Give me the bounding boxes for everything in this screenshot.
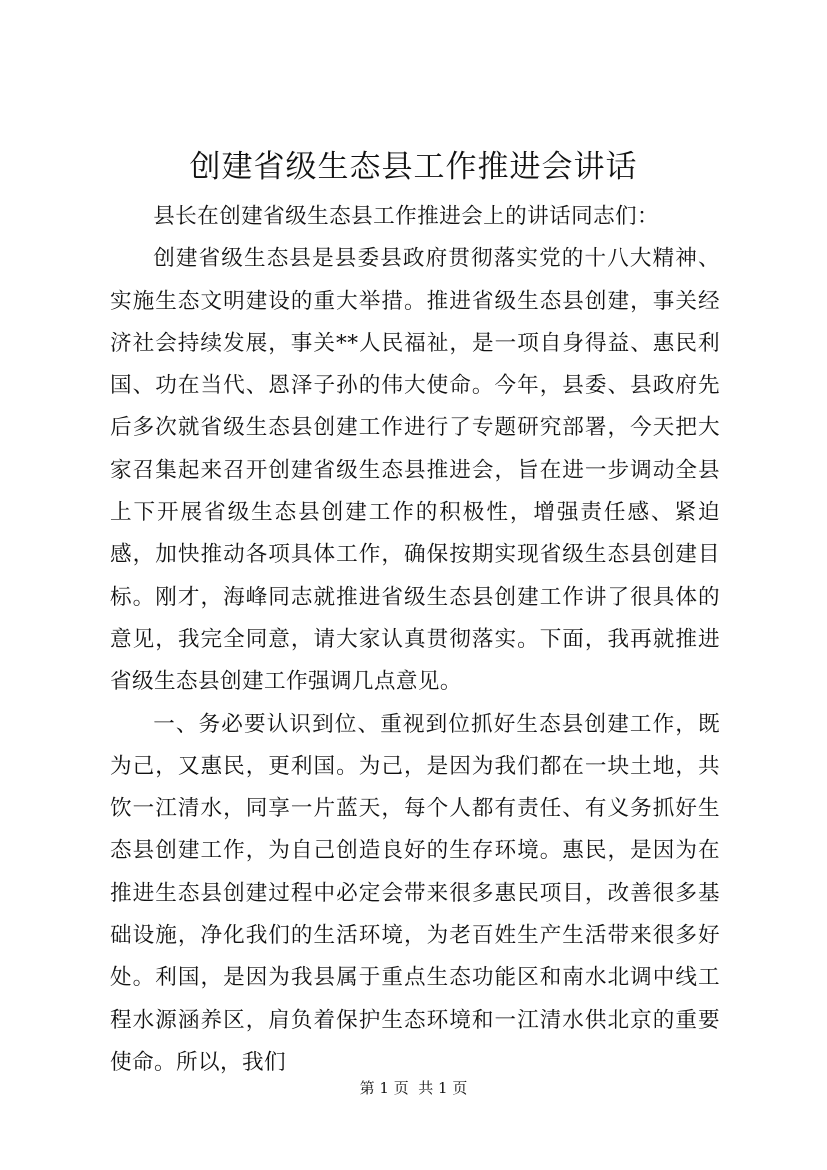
document-title: 创建省级生态县工作推进会讲话 [189,149,638,185]
page-number-label: 第 1 页 共 1 页 [359,1079,468,1097]
page-footer [0,1078,827,1098]
paragraph-greeting: 县长在创建省级生态县工作推进会上的讲话同志们： [153,204,660,229]
paragraph-intro: 创建省级生态县是县委县政府贯彻落实党的十八大精神、实施生态文明建设的重大举措。推进省级生态县创建，事关经济社会持续发展，事关**人民福祉，是一项自身得益、惠民利国、功在当代、恩泽子孙的伟大使命。今年，县委、县政府先后多次就省级生态县创建工作进行了专题研究部署，今天把大家召集起来召开创建省级生态县推进会，旨在进一步调动全县上下开展省级生态县创建工作的积极性，增强责任感、紧迫感，加快推动各项具体工作，确保按期实现省级生态县创建目标。刚才，海峰同志就推进省级生态县创建工作讲了很具体的意见，我完全同意，请大家认真贯彻落实。下面，我再就推进省级生态县创建工作强调几点意见。 [110,246,720,695]
document-body [110,196,720,1084]
paragraph-section-one: 一、务必要认识到位、重视到位抓好生态县创建工作，既为己，又惠民，更利国。为己，是因为我们都在一块土地，共饮一江清水，同享一片蓝天，每个人都有责任、有义务抓好生态县创建工作，为自己创造良好的生存环境。惠民，是因为在推进生态县创建过程中必定会带来很多惠民项目，改善很多基础设施，净化我们的生活环境，为老百姓生产生活带来很多好处。利国，是因为我县属于重点生态功能区和南水北调中线工程水源涵养区，肩负着保护生态环境和一江清水供北京的重要使命。所以，我们 [110,711,720,1075]
